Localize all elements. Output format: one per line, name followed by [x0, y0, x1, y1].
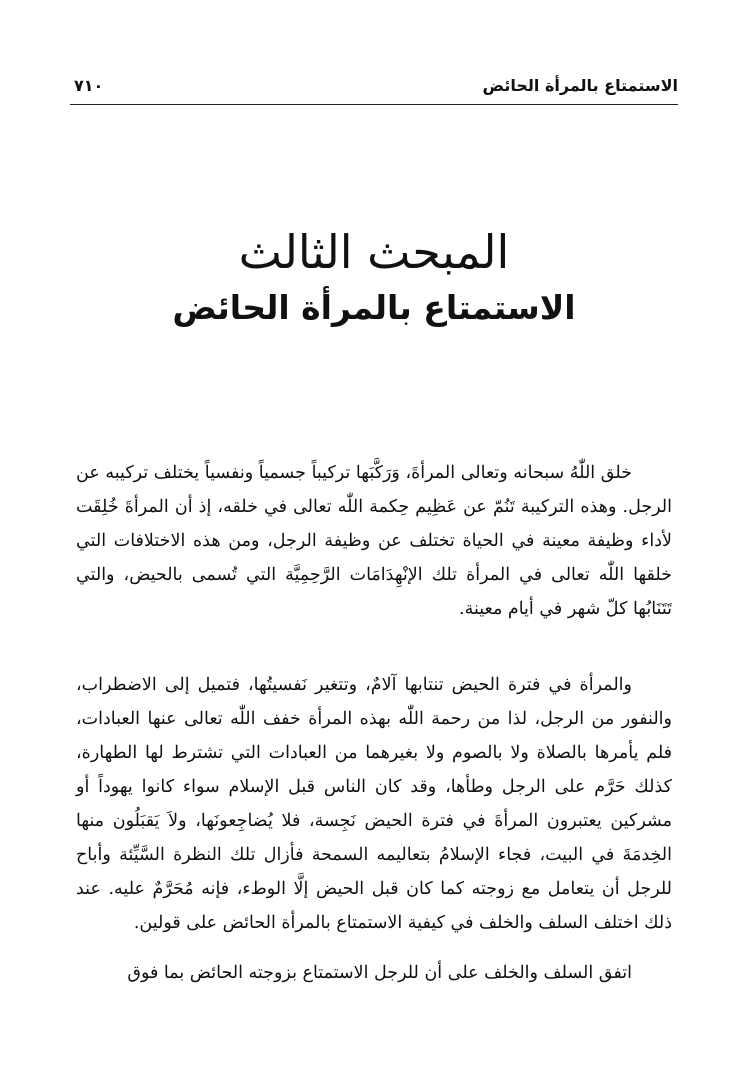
section-label: المبحث الثالث [238, 225, 510, 279]
paragraph-text: خلق اللّٰهُ سبحانه وتعالى المرأةَ، وَرَكَّبَها تركيباً جسمياً ونفسياً يختلف تركيبه عن الرجل. وهذه التركيبة تَنُمّ عن عَظِيم حِكمة اللّٰه تعالى في خلقه، إذ أن المرأةَ خُلِقَت لأداء وظيفة معينة في الحياة تختلف عن وظيفة الرجل، ومن هذه الاختلافات التي خلقها اللّٰه تعالى في المرأة تلك الإنْهِدَامَات الرَّحِمِيَّة التي تُسمى بالحيض، والتي تَتَنَابُها كلّ شهر في أيام معينة. [76, 463, 672, 619]
body-paragraph-1 [76, 456, 672, 626]
body-paragraph-3 [76, 956, 672, 990]
paragraph-text: اتفق السلف والخلف على أن للرجل الاستمتاع بزوجته الحائض بما فوق [127, 963, 632, 983]
running-header-title: الاستمتاع بالمرأة الحائض [482, 76, 678, 95]
paragraph-text: والمرأة في فترة الحيض تنتابها آلامٌ، وتتغير نَفسيتُها، فتميل إلى الاضطراب، والنفور من الرجل، لذا من رحمة اللّٰه بهذه المرأة خفف اللّٰه تعالى عنها العبادات، فلم يأمرها بالصلاة ولا بالصوم ولا بغيرهما من العبادات التي تشترط لها الطهارة، كذلك حَرَّم على الرجل وطأها، وقد كان الناس قبل الإسلام سواء كانوا يهوداً أو مشركين يعتبرون المرأةَ في فترة الحيض نَجِسة، فلا يُضاجِعونَها، ولاَ يَقبَلُون منها الخِدمَةَ في البيت، فجاء الإسلامُ بتعاليمه السمحة فأزال تلك النظرة السَّيِّئة وأباح للرجل أن يتعامل مع زوجته كما كان قبل الحيض إلَّا الوطء، فإنه مُحَرَّمٌ عليه. عند ذلك اختلف السلف والخلف في كيفية الاستمتاع بالمرأة الحائض على قولين. [76, 675, 672, 933]
body-paragraph-2 [76, 668, 672, 940]
chapter-title: الاستمتاع بالمرأة الحائض [172, 288, 576, 327]
running-header [70, 72, 678, 105]
page-number: ٧١٠ [74, 76, 104, 95]
